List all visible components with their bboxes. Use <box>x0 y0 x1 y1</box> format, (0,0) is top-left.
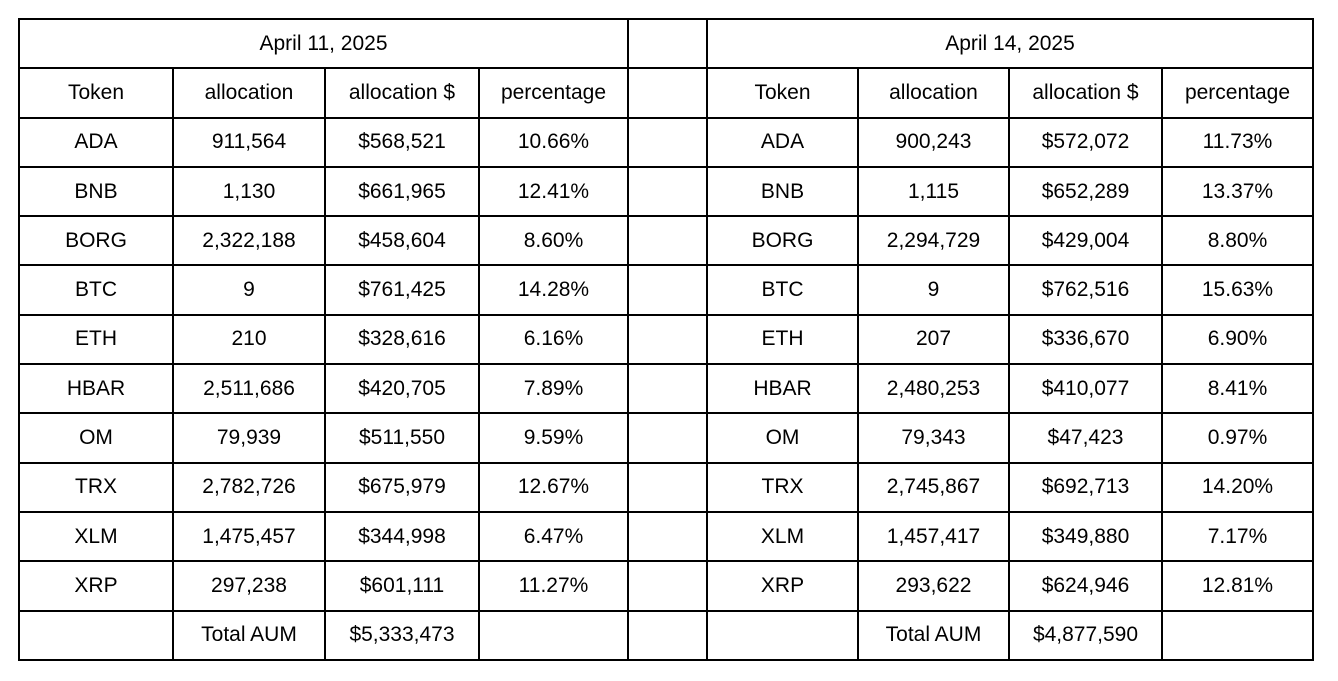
table1-total-label: Total AUM <box>173 611 325 660</box>
token-row-OM <box>19 413 1313 462</box>
token-row-ADA <box>19 118 1313 167</box>
spacer-cell <box>628 463 707 512</box>
table1-allocation-cell: 9 <box>173 265 325 314</box>
table2-header-allocation-usd: allocation $ <box>1009 68 1162 117</box>
table1-allocation-cell: 2,782,726 <box>173 463 325 512</box>
table2-percentage-cell: 14.20% <box>1162 463 1313 512</box>
table2-token-cell: TRX <box>707 463 858 512</box>
table1-total-value: $5,333,473 <box>325 611 479 660</box>
table1-allocation-usd-cell: $675,979 <box>325 463 479 512</box>
table2-total-empty-token <box>707 611 858 660</box>
spacer-cell <box>628 265 707 314</box>
table2-total-label: Total AUM <box>858 611 1009 660</box>
table1-header-allocation: allocation <box>173 68 325 117</box>
table1-header-allocation-usd: allocation $ <box>325 68 479 117</box>
token-row-BNB <box>19 167 1313 216</box>
table2-allocation-cell: 207 <box>858 315 1009 364</box>
table2-percentage-cell: 0.97% <box>1162 413 1313 462</box>
spacer-cell <box>628 68 707 117</box>
table2-allocation-usd-cell: $47,423 <box>1009 413 1162 462</box>
table2-total-value: $4,877,590 <box>1009 611 1162 660</box>
table1-percentage-cell: 11.27% <box>479 561 628 610</box>
table2-header-percentage: percentage <box>1162 68 1313 117</box>
table2-percentage-cell: 11.73% <box>1162 118 1313 167</box>
table2-allocation-cell: 2,480,253 <box>858 364 1009 413</box>
table2-allocation-cell: 293,622 <box>858 561 1009 610</box>
table2-allocation-usd-cell: $336,670 <box>1009 315 1162 364</box>
table2-total-empty-percentage <box>1162 611 1313 660</box>
table1-allocation-cell: 911,564 <box>173 118 325 167</box>
table2-token-cell: BORG <box>707 216 858 265</box>
table1-percentage-cell: 9.59% <box>479 413 628 462</box>
table1-allocation-cell: 79,939 <box>173 413 325 462</box>
spacer-cell <box>628 315 707 364</box>
table2-percentage-cell: 8.41% <box>1162 364 1313 413</box>
table1-allocation-usd-cell: $568,521 <box>325 118 479 167</box>
table1-allocation-usd-cell: $511,550 <box>325 413 479 462</box>
table2-token-cell: OM <box>707 413 858 462</box>
table1-token-cell: HBAR <box>19 364 173 413</box>
table1-percentage-cell: 7.89% <box>479 364 628 413</box>
table1-allocation-usd-cell: $328,616 <box>325 315 479 364</box>
table1-percentage-cell: 12.67% <box>479 463 628 512</box>
table1-allocation-usd-cell: $761,425 <box>325 265 479 314</box>
spacer-cell <box>628 561 707 610</box>
table1-allocation-usd-cell: $344,998 <box>325 512 479 561</box>
table1-header-percentage: percentage <box>479 68 628 117</box>
table1-token-cell: XLM <box>19 512 173 561</box>
table2-token-cell: HBAR <box>707 364 858 413</box>
table2-allocation-usd-cell: $349,880 <box>1009 512 1162 561</box>
table2-allocation-cell: 9 <box>858 265 1009 314</box>
table2-allocation-usd-cell: $762,516 <box>1009 265 1162 314</box>
grid-body <box>19 19 1313 660</box>
table1-token-cell: BTC <box>19 265 173 314</box>
table1-token-cell: OM <box>19 413 173 462</box>
table2-token-cell: XRP <box>707 561 858 610</box>
table1-allocation-cell: 2,511,686 <box>173 364 325 413</box>
spacer-cell <box>628 413 707 462</box>
token-row-HBAR <box>19 364 1313 413</box>
spacer-cell <box>628 364 707 413</box>
table2-token-cell: ETH <box>707 315 858 364</box>
table2-allocation-usd-cell: $652,289 <box>1009 167 1162 216</box>
table1-allocation-cell: 297,238 <box>173 561 325 610</box>
table2-allocation-usd-cell: $429,004 <box>1009 216 1162 265</box>
table2-token-cell: ADA <box>707 118 858 167</box>
table1-allocation-usd-cell: $420,705 <box>325 364 479 413</box>
table1-percentage-cell: 14.28% <box>479 265 628 314</box>
token-row-TRX <box>19 463 1313 512</box>
table1-token-cell: ETH <box>19 315 173 364</box>
table2-allocation-usd-cell: $410,077 <box>1009 364 1162 413</box>
table1-token-cell: TRX <box>19 463 173 512</box>
table2-token-cell: BTC <box>707 265 858 314</box>
table2-percentage-cell: 12.81% <box>1162 561 1313 610</box>
table2-percentage-cell: 13.37% <box>1162 167 1313 216</box>
table2-title: April 14, 2025 <box>707 19 1313 68</box>
table2-allocation-cell: 1,457,417 <box>858 512 1009 561</box>
table2-percentage-cell: 8.80% <box>1162 216 1313 265</box>
table1-percentage-cell: 6.47% <box>479 512 628 561</box>
table2-percentage-cell: 7.17% <box>1162 512 1313 561</box>
header-row <box>19 68 1313 117</box>
table2-token-cell: XLM <box>707 512 858 561</box>
token-row-BTC <box>19 265 1313 314</box>
table2-percentage-cell: 15.63% <box>1162 265 1313 314</box>
table2-allocation-cell: 2,294,729 <box>858 216 1009 265</box>
spacer-cell <box>628 167 707 216</box>
token-row-BORG <box>19 216 1313 265</box>
title-row <box>19 19 1313 68</box>
table2-allocation-cell: 2,745,867 <box>858 463 1009 512</box>
table1-allocation-usd-cell: $601,111 <box>325 561 479 610</box>
table1-total-empty-percentage <box>479 611 628 660</box>
table1-percentage-cell: 10.66% <box>479 118 628 167</box>
allocation-comparison-sheet <box>18 18 1314 661</box>
table2-allocation-usd-cell: $692,713 <box>1009 463 1162 512</box>
table1-percentage-cell: 6.16% <box>479 315 628 364</box>
table2-header-token: Token <box>707 68 858 117</box>
table1-allocation-cell: 1,130 <box>173 167 325 216</box>
table1-allocation-cell: 2,322,188 <box>173 216 325 265</box>
table1-token-cell: XRP <box>19 561 173 610</box>
table1-allocation-usd-cell: $458,604 <box>325 216 479 265</box>
table1-percentage-cell: 12.41% <box>479 167 628 216</box>
table2-allocation-cell: 1,115 <box>858 167 1009 216</box>
table1-token-cell: BNB <box>19 167 173 216</box>
table1-token-cell: ADA <box>19 118 173 167</box>
table1-title: April 11, 2025 <box>19 19 628 68</box>
table1-token-cell: BORG <box>19 216 173 265</box>
table1-allocation-cell: 210 <box>173 315 325 364</box>
token-row-XRP <box>19 561 1313 610</box>
table2-header-allocation: allocation <box>858 68 1009 117</box>
table2-allocation-cell: 79,343 <box>858 413 1009 462</box>
table2-percentage-cell: 6.90% <box>1162 315 1313 364</box>
spacer-cell <box>628 118 707 167</box>
table1-allocation-usd-cell: $661,965 <box>325 167 479 216</box>
table2-token-cell: BNB <box>707 167 858 216</box>
table1-header-token: Token <box>19 68 173 117</box>
table1-total-empty-token <box>19 611 173 660</box>
allocation-comparison-grid <box>18 18 1314 661</box>
table2-allocation-usd-cell: $572,072 <box>1009 118 1162 167</box>
table2-allocation-cell: 900,243 <box>858 118 1009 167</box>
token-row-ETH <box>19 315 1313 364</box>
spacer-cell <box>628 611 707 660</box>
token-row-XLM <box>19 512 1313 561</box>
table2-allocation-usd-cell: $624,946 <box>1009 561 1162 610</box>
table1-allocation-cell: 1,475,457 <box>173 512 325 561</box>
total-row <box>19 611 1313 660</box>
spacer-cell <box>628 216 707 265</box>
spacer-cell <box>628 512 707 561</box>
table1-percentage-cell: 8.60% <box>479 216 628 265</box>
spacer-cell <box>628 19 707 68</box>
